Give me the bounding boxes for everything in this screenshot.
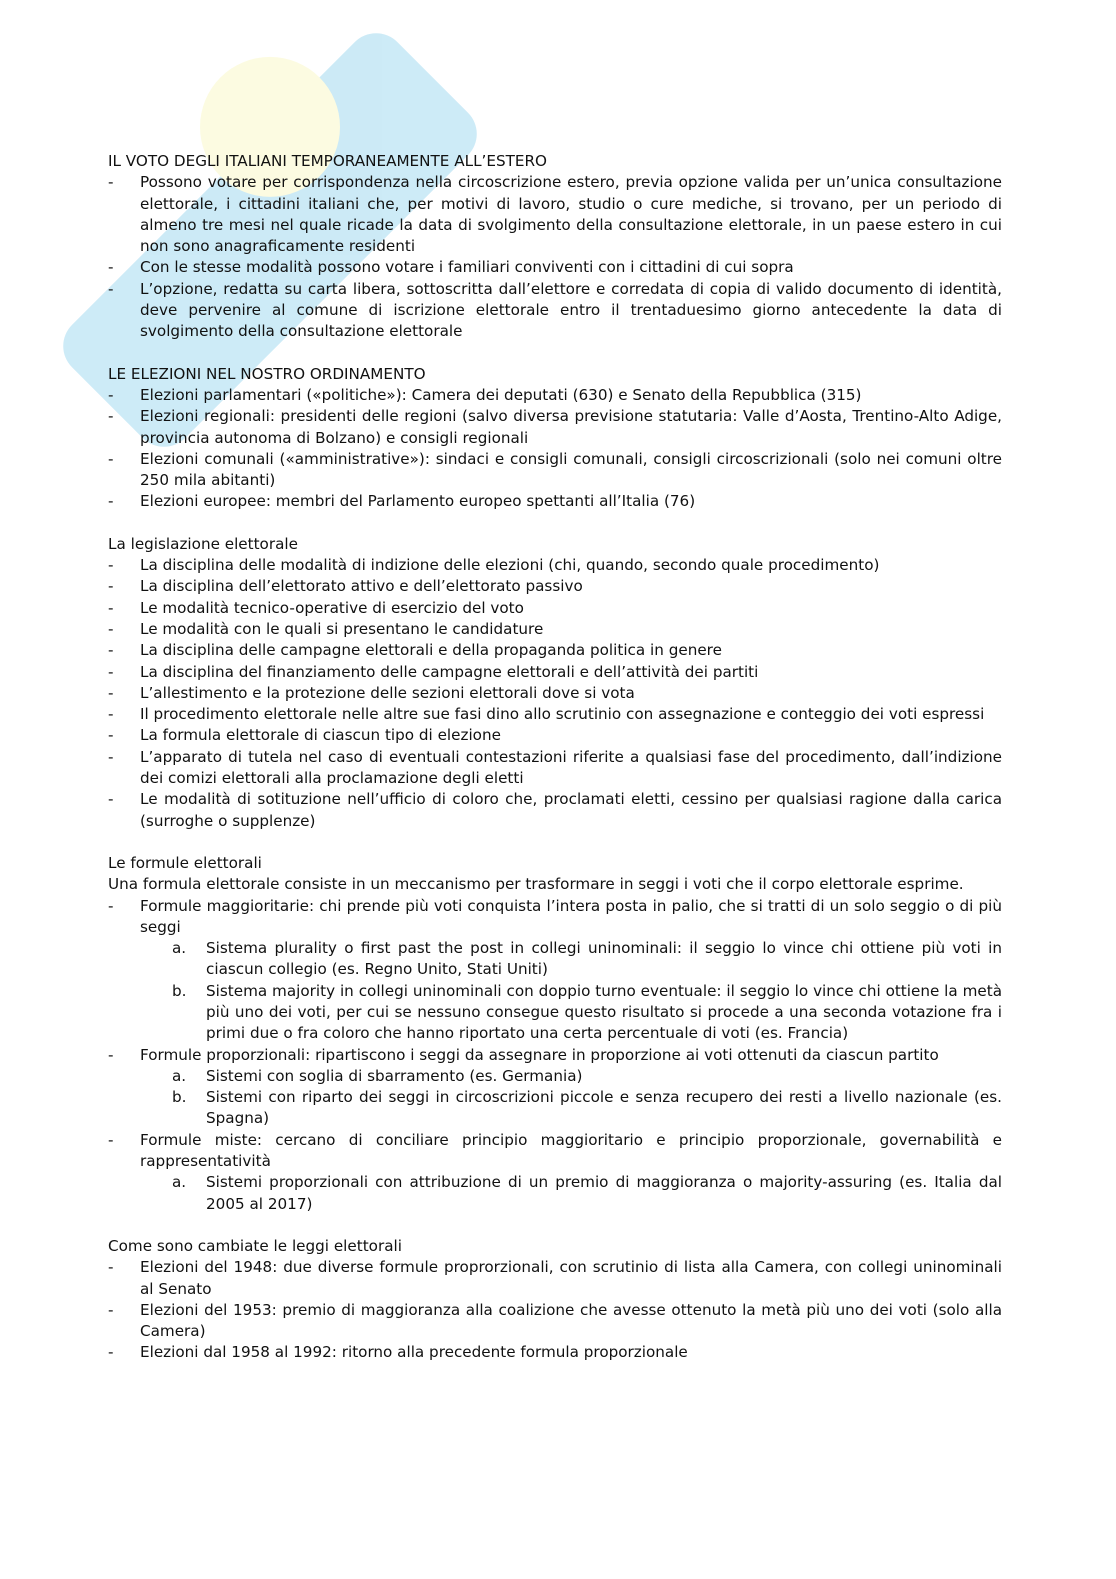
list-item: - L’opzione, redatta su carta libera, sottoscritta dall’elettore e corredata di copia di valido documento di identità, deve pervenire al comune di iscrizione elettorale entro il trentaduesimo giorno antecedente la data di svolgimento della consultazione elettorale <box>108 279 1002 343</box>
section-intro: Una formula elettorale consiste in un meccanismo per trasformare in seggi i voti che il corpo elettorale esprime. <box>108 875 964 894</box>
sub-list-text: Sistema plurality o first past the post in collegi uninominali: il seggio lo vince chi ottiene più voti in ciascun collegio (es. Regno Unito, Stati Uniti) <box>206 939 1002 979</box>
list-item: - Elezioni parlamentari («politiche»): Camera dei deputati (630) e Senato della Repubblica (315) <box>108 385 1002 406</box>
sub-list-marker: b. <box>172 1088 187 1107</box>
list-item <box>108 896 1002 1045</box>
section-title: Come sono cambiate le leggi elettorali <box>108 1236 402 1255</box>
list-item: - La disciplina del finanziamento delle campagne elettorali e dell’attività dei partiti <box>108 662 1002 683</box>
list-item: - La disciplina delle modalità di indizione delle elezioni (chi, quando, secondo quale procedimento) <box>108 555 1002 576</box>
sub-list-item <box>140 1066 1002 1087</box>
section-title: LE ELEZIONI NEL NOSTRO ORDINAMENTO <box>108 364 426 383</box>
list-item: - Elezioni europee: membri del Parlamento europeo spettanti all’Italia (76) <box>108 491 1002 512</box>
sub-list-text: Sistemi con riparto dei seggi in circoscrizioni piccole e senza recupero dei resti a livello nazionale (es. Spagna) <box>206 1088 1002 1128</box>
list-item: - La disciplina dell’elettorato attivo e dell’elettorato passivo <box>108 576 1002 597</box>
bullet-list <box>108 896 1002 1215</box>
list-item: - L’allestimento e la protezione delle sezioni elettorali dove si vota <box>108 683 1002 704</box>
list-item: - Elezioni regionali: presidenti delle regioni (salvo diversa previsione statutaria: Valle d’Aosta, Trentino-Alto Adige, provincia autonoma di Bolzano) e consigli regionali <box>108 406 1002 449</box>
list-item: - Le modalità con le quali si presentano le candidature <box>108 619 1002 640</box>
list-item: - La disciplina delle campagne elettorali e della propaganda politica in genere <box>108 640 1002 661</box>
bullet-list <box>108 172 1002 342</box>
list-item: - Elezioni dal 1958 al 1992: ritorno alla precedente formula proporzionale <box>108 1342 1002 1363</box>
section-title: La legislazione elettorale <box>108 534 298 553</box>
sub-list-marker: b. <box>172 981 187 1000</box>
list-item: - La formula elettorale di ciascun tipo di elezione <box>108 725 1002 746</box>
sub-list <box>140 1172 1002 1215</box>
sub-list-marker: a. <box>172 1173 187 1192</box>
document-page <box>108 151 1002 1364</box>
section-title: Le formule elettorali <box>108 853 262 872</box>
bullet-list <box>108 385 1002 513</box>
list-item: - Le modalità di sotituzione nell’ufficio di coloro che, proclamati eletti, cessino per qualsiasi ragione dalla carica (surroghe o supplenze) <box>108 789 1002 832</box>
sub-list-text: Sistemi proporzionali con attribuzione di un premio di maggioranza o majority-assuring (es. Italia dal 2005 al 2017) <box>206 1173 1002 1213</box>
sub-list <box>140 1066 1002 1130</box>
list-item: - Elezioni del 1948: due diverse formule proprorzionali, con scrutinio di lista alla Camera, con collegi uninominali al Senato <box>108 1257 1002 1300</box>
sub-list-item <box>140 981 1002 1045</box>
sub-list-item <box>140 1087 1002 1130</box>
section-title: IL VOTO DEGLI ITALIANI TEMPORANEAMENTE ALL’ESTERO <box>108 152 547 170</box>
list-item: - Le modalità tecnico-operative di esercizio del voto <box>108 598 1002 619</box>
sub-list-item <box>140 1172 1002 1215</box>
list-item-text: Formule maggioritarie: chi prende più voti conquista l’intera posta in palio, che si tratti di un solo seggio o di più seggi <box>140 896 1002 936</box>
list-item: - Elezioni comunali («amministrative»): sindaci e consigli comunali, consigli circoscrizionali (solo nei comuni oltre 250 mila abitanti) <box>108 449 1002 492</box>
bullet-list <box>108 555 1002 832</box>
list-item: - Il procedimento elettorale nelle altre sue fasi dino allo scrutinio con assegnazione e conteggio dei voti espressi <box>108 704 1002 725</box>
sub-list-marker: a. <box>172 939 187 958</box>
list-item: - L’apparato di tutela nel caso di eventuali contestazioni riferite a qualsiasi fase del procedimento, dall’indizione dei comizi elettorali alla proclamazione degli eletti <box>108 747 1002 790</box>
sub-list-item <box>140 938 1002 981</box>
sub-list-text: Sistema majority in collegi uninominali con doppio turno eventuale: il seggio lo vince chi ottiene la metà più uno dei voti, per cui se nessuno consegue questo risultato si procede a una seconda votazione fra i primi due o fra coloro che hanno riportato una certa percentuale di voti (es. Francia) <box>206 981 1002 1043</box>
list-item <box>108 1045 1002 1130</box>
list-item: - Con le stesse modalità possono votare i familiari conviventi con i cittadini di cui sopra <box>108 257 1002 278</box>
list-item-text: Formule miste: cercano di conciliare principio maggioritario e principio proporzionale, governabilità e rappresentatività <box>140 1130 1002 1171</box>
list-item <box>108 1130 1002 1215</box>
sub-list-text: Sistemi con soglia di sbarramento (es. Germania) <box>206 1066 583 1085</box>
list-item: - Elezioni del 1953: premio di maggioranza alla coalizione che avesse ottenuto la metà più uno dei voti (solo alla Camera) <box>108 1300 1002 1343</box>
list-item: - Possono votare per corrispondenza nella circoscrizione estero, previa opzione valida per un’unica consultazione elettorale, i cittadini italiani che, per motivi di lavoro, studio o cure mediche, si trovano, per un periodo di almeno tre mesi nel quale ricade la data di svolgimento della consultazione elettorale, in un paese estero in cui non sono anagraficamente residenti <box>108 172 1002 257</box>
list-item-text: Formule proporzionali: ripartiscono i seggi da assegnare in proporzione ai voti ottenuti da ciascun partito <box>140 1045 939 1064</box>
sub-list <box>140 938 1002 1044</box>
bullet-list <box>108 1257 1002 1363</box>
sub-list-marker: a. <box>172 1066 187 1085</box>
